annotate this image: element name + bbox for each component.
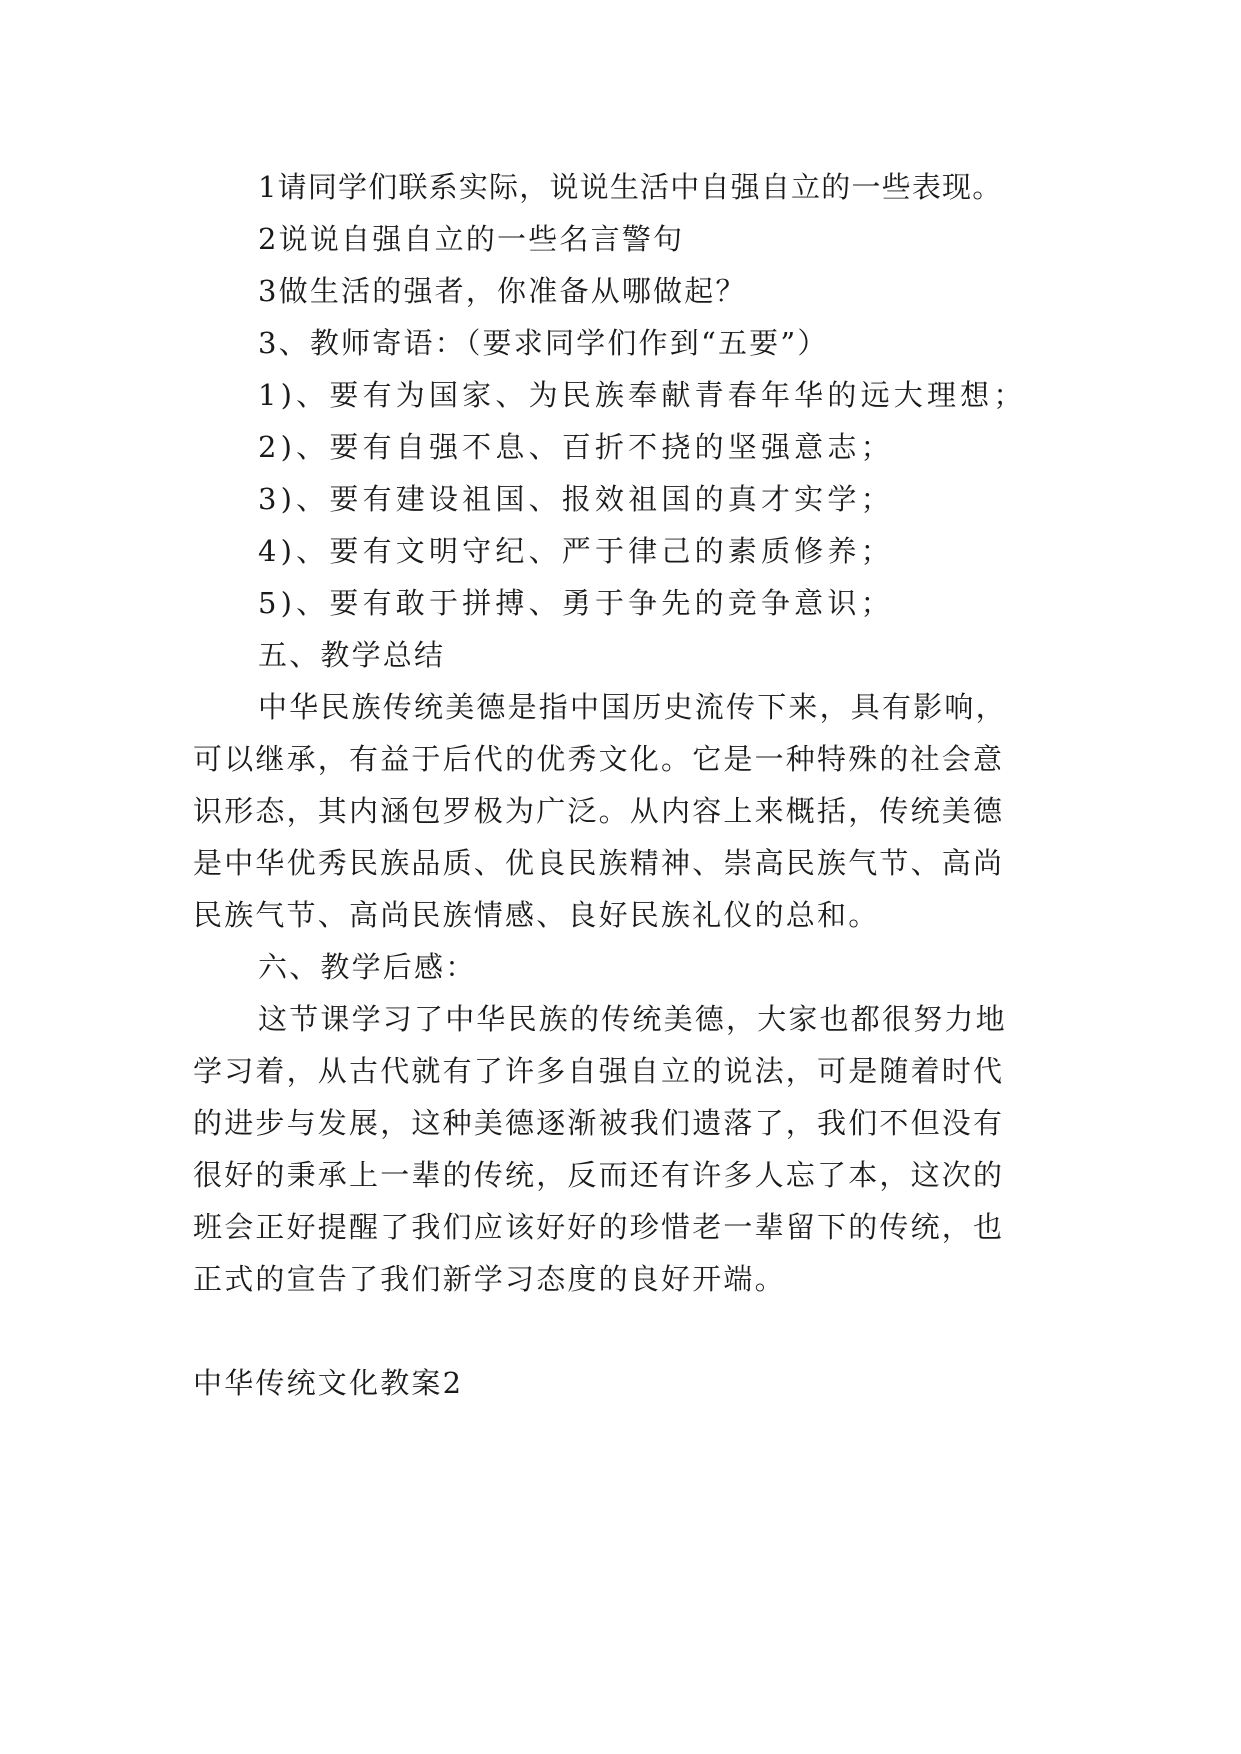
reflection-line-1: 这节课学习了中华民族的传统美德，大家也都很努力地 — [258, 1002, 1007, 1036]
reflection-line-4: 很好的秉承上一辈的传统，反而还有许多人忘了本，这次的 — [193, 1158, 1005, 1192]
question-1: 1请同学们联系实际，说说生活中自强自立的一些表现。 — [258, 170, 1003, 204]
summary-heading: 五、教学总结 — [258, 638, 446, 672]
teacher-message-item-3: 3)、要有建设祖国、报效祖国的真才实学； — [258, 482, 894, 516]
reflection-line-6: 正式的宣告了我们新学习态度的良好开端。 — [193, 1262, 786, 1296]
summary-line-2: 可以继承，有益于后代的优秀文化。它是一种特殊的社会意 — [193, 742, 1005, 776]
reflection-heading: 六、教学后感： — [258, 950, 477, 984]
reflection-line-5: 班会正好提醒了我们应该好好的珍惜老一辈留下的传统，也 — [193, 1210, 1005, 1244]
summary-line-3: 识形态，其内涵包罗极为广泛。从内容上来概括，传统美德 — [193, 794, 1005, 828]
teacher-message-item-4: 4)、要有文明守纪、严于律己的素质修养； — [258, 534, 894, 568]
next-section-title: 中华传统文化教案2 — [193, 1366, 464, 1400]
summary-line-5: 民族气节、高尚民族情感、良好民族礼仪的总和。 — [193, 898, 880, 932]
reflection-line-3: 的进步与发展，这种美德逐渐被我们遗落了，我们不但没有 — [193, 1106, 1005, 1140]
teacher-message-heading: 3、教师寄语：（要求同学们作到“五要”） — [258, 326, 829, 360]
summary-line-4: 是中华优秀民族品质、优良民族精神、崇高民族气节、高尚 — [193, 846, 1005, 880]
reflection-line-2: 学习着，从古代就有了许多自强自立的说法，可是随着时代 — [193, 1054, 1005, 1088]
question-3: 3做生活的强者，你准备从哪做起？ — [258, 274, 747, 308]
teacher-message-item-5: 5)、要有敢于拼搏、勇于争先的竞争意识； — [258, 586, 894, 620]
teacher-message-item-1: 1)、要有为国家、为民族奉献青春年华的远大理想； — [258, 378, 1027, 412]
question-2: 2说说自强自立的一些名言警句 — [258, 222, 685, 256]
summary-line-1: 中华民族传统美德是指中国历史流传下来，具有影响， — [258, 690, 1007, 724]
teacher-message-item-2: 2)、要有自强不息、百折不挠的坚强意志； — [258, 430, 894, 464]
